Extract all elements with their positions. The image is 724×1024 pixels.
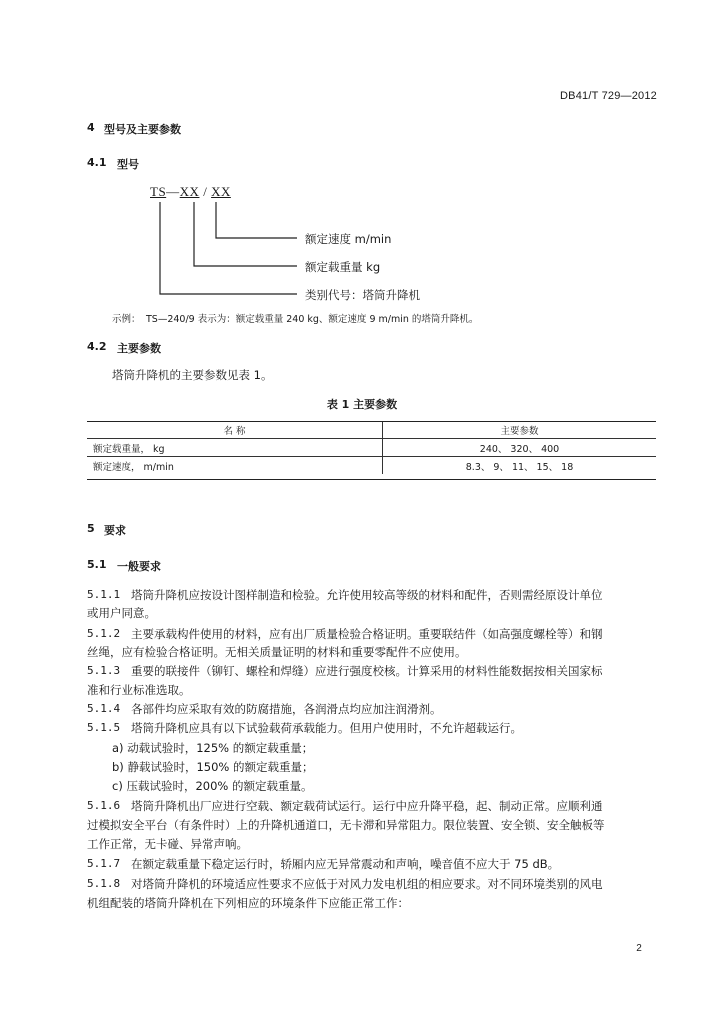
table-header-row — [87, 421, 656, 439]
clause-5-1-2-line1: 主要承载构件使用的材料，应有出厂质量检验合格证明。重要联结件（如高强度螺栓等）和钢 — [131, 627, 603, 641]
example-text: TS—240/9 表示为：额定载重量 240 kg、额定速度 9 m/min 的塔筒升降机。 — [146, 314, 479, 325]
leader-line-type — [160, 202, 297, 294]
table-header-name: 名 称 — [87, 421, 383, 439]
section-4-1-title: 型号 — [117, 158, 139, 171]
page-number: 2 — [636, 943, 642, 954]
parameters-table — [87, 421, 656, 474]
model-code-ts: TS — [150, 184, 167, 199]
clause-5-1-4-line1: 各部件均应采取有效的防腐措施，各润滑点均应加注润滑剂。 — [131, 702, 442, 716]
section-5-number: 5 — [87, 522, 95, 535]
clause-5-1-6-line1: 塔筒升降机出厂应进行空载、额定载荷试运行。运行中应升降平稳，起、制动正常。应顺利通 — [131, 799, 603, 813]
leader-line-load — [194, 202, 297, 266]
table-cell-value: 240、 320、 400 — [479, 443, 560, 455]
section-4-2-text: 塔筒升降机的主要参数见表 1。 — [112, 368, 273, 382]
leader-line-speed — [216, 202, 297, 238]
model-code-dash: — — [166, 184, 180, 199]
label-rated-speed: 额定速度 m/min — [305, 232, 392, 246]
section-4-1-number: 4.1 — [87, 156, 107, 169]
clause-5-1-5-line1: 塔筒升降机应具有以下试验载荷承载能力。但用户使用时，不允许超载运行。 — [131, 721, 522, 735]
section-5-title: 要求 — [104, 524, 126, 537]
clause-5-1-4-number: 5.1.4 — [87, 702, 121, 715]
clause-5-1-1-line2: 或用户同意。 — [87, 606, 156, 620]
clause-5-1-6-line2: 过模拟安全平台（有条件时）上的升降机通道口，无卡滞和异常阻力。限位装置、安全锁、安全触板等 — [87, 818, 605, 832]
standard-code: DB41/T 729—2012 — [560, 90, 657, 102]
clause-5-1-1-number: 5.1.1 — [87, 588, 121, 601]
clause-5-1-3-number: 5.1.3 — [87, 664, 121, 677]
clause-5-1-6-number: 5.1.6 — [87, 799, 121, 812]
clause-5-1-5-item-b: b) 静载试验时，150% 的额定载重量； — [112, 760, 314, 774]
clause-5-1-3-line2: 准和行业标准选取。 — [87, 683, 191, 697]
table-header-params: 主要参数 — [383, 421, 657, 439]
clause-5-1-5-item-a: a) 动载试验时，125% 的额定载重量； — [112, 741, 314, 755]
section-5-1-number: 5.1 — [87, 558, 107, 571]
section-4-title: 型号及主要参数 — [104, 123, 181, 136]
section-4-number: 4 — [87, 121, 95, 134]
section-4-2-number: 4.2 — [87, 340, 107, 353]
label-rated-load: 额定载重量 kg — [305, 260, 381, 274]
model-code-speed: XX — [211, 184, 231, 199]
clause-5-1-6-line3: 工作正常，无卡碰、异常声响。 — [87, 837, 248, 851]
table-cell-name: 额定速度， m/min — [87, 457, 383, 475]
model-code-load: XX — [179, 184, 200, 199]
clause-5-1-3-line1: 重要的联接件（铆钉、螺栓和焊缝）应进行强度校核。计算采用的材料性能数据按相关国家标 — [131, 664, 603, 678]
example-label: 示例： — [112, 314, 141, 325]
clause-5-1-5-number: 5.1.5 — [87, 721, 121, 734]
clause-5-1-2-number: 5.1.2 — [87, 627, 121, 640]
clause-5-1-5-item-c: c) 压载试验时，200% 的额定载重量。 — [112, 779, 313, 793]
clause-5-1-8-line1: 对塔筒升降机的环境适应性要求不应低于对风力发电机组的相应要求。对不同环境类别的风电 — [131, 877, 603, 891]
section-5-1-title: 一般要求 — [117, 560, 161, 573]
clause-5-1-7-line1: 在额定载重量下稳定运行时，轿厢内应无异常震动和声响，噪音值不应大于 75 dB。 — [131, 857, 560, 871]
clause-5-1-7-number: 5.1.7 — [87, 857, 121, 870]
clause-5-1-1-line1: 塔筒升降机应按设计图样制造和检验。允许使用较高等级的材料和配件，否则需经原设计单位 — [131, 588, 603, 602]
table-cell-value: 8.3、 9、 11、 15、 18 — [465, 461, 574, 473]
label-type-code: 类别代号：塔筒升降机 — [305, 288, 420, 302]
table-row — [87, 439, 656, 457]
model-code-leader-lines — [0, 0, 724, 330]
clause-5-1-2-line2: 丝绳，应有检验合格证明。无相关质量证明的材料和重要零配件不应使用。 — [87, 645, 467, 659]
clause-5-1-8-number: 5.1.8 — [87, 877, 121, 890]
model-code-slash: / — [203, 184, 208, 199]
clause-5-1-8-line2: 机组配装的塔筒升降机在下列相应的环境条件下应能正常工作： — [87, 896, 409, 910]
section-4-2-title: 主要参数 — [117, 342, 161, 355]
table-caption: 表 1 主要参数 — [326, 398, 398, 411]
table-cell-name: 额定载重量， kg — [87, 439, 383, 457]
table-row — [87, 457, 656, 475]
